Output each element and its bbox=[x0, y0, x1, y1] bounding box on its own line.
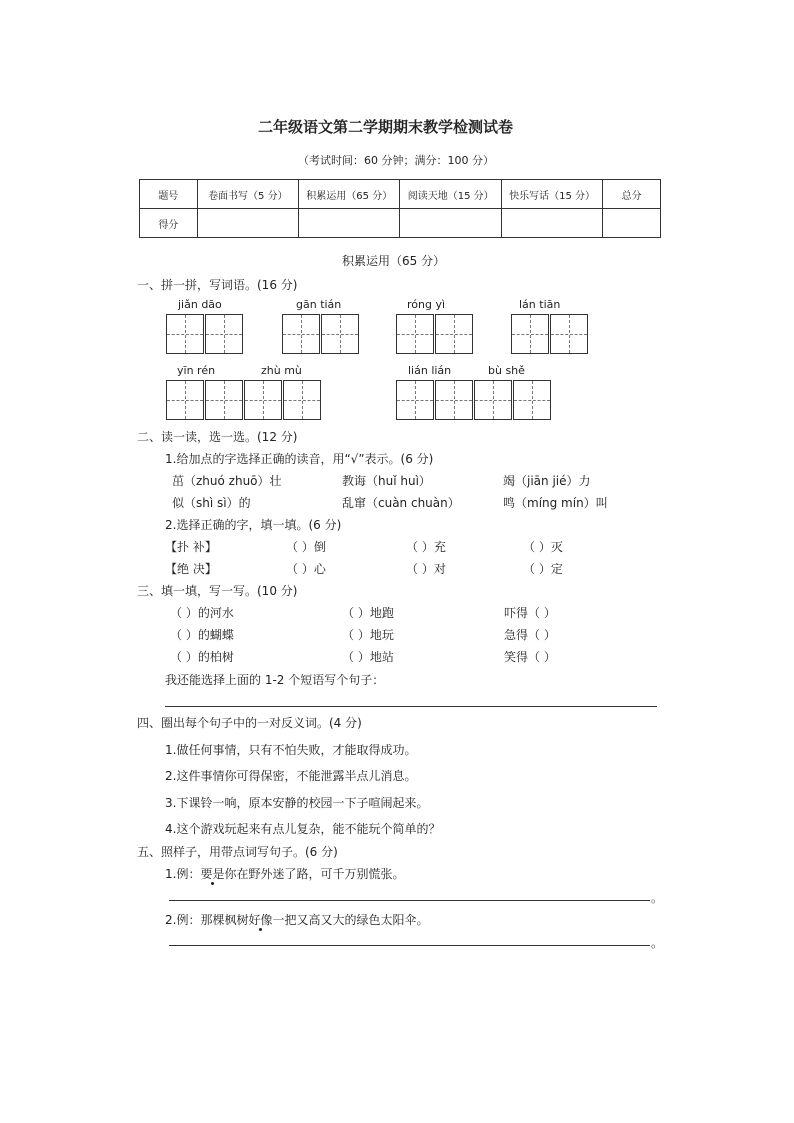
phrase-fill-blank[interactable]: （ ）地站 bbox=[342, 650, 394, 664]
q4-title: 四、圈出每个句子中的一对反义词。(4 分) bbox=[137, 716, 362, 730]
phrase-fill-blank[interactable]: 急得（ ） bbox=[504, 628, 556, 642]
score-header-number: 题号 bbox=[140, 180, 198, 209]
pinyin-label: lán tiān bbox=[519, 298, 561, 311]
writing-box[interactable] bbox=[282, 314, 320, 354]
writing-box[interactable] bbox=[166, 380, 204, 420]
score-cell[interactable] bbox=[501, 209, 602, 238]
phrase-fill-blank[interactable]: 吓得（ ） bbox=[504, 606, 556, 620]
end-period: 。 bbox=[651, 936, 664, 950]
sentence-item: 4.这个游戏玩起来有点儿复杂，能不能玩个简单的？ bbox=[165, 822, 441, 836]
char-choice-group: 【扑 补】 bbox=[165, 540, 217, 554]
writing-box[interactable] bbox=[513, 380, 551, 420]
pinyin-label: jiǎn dāo bbox=[178, 298, 222, 311]
writing-box[interactable] bbox=[205, 380, 243, 420]
example-rest: 一把又高又大的绿色太阳伞。 bbox=[272, 913, 429, 927]
score-table bbox=[139, 179, 661, 238]
char-fill-blank[interactable]: （ ）灭 bbox=[523, 540, 563, 554]
phrase-fill-blank[interactable]: （ ）的蝴蝶 bbox=[170, 628, 234, 642]
phrase-fill-blank[interactable]: 笑得（ ） bbox=[504, 650, 556, 664]
writing-box[interactable] bbox=[511, 314, 549, 354]
char-choice-group: 【绝 决】 bbox=[165, 562, 217, 576]
exam-info: （考试时间：60 分钟；满分：100 分） bbox=[298, 154, 494, 167]
phrase-fill-blank[interactable]: （ ）地跑 bbox=[342, 606, 394, 620]
sentence-item: 2.这件事情你可得保密，不能泄露半点儿消息。 bbox=[165, 769, 417, 783]
writing-box[interactable] bbox=[396, 380, 434, 420]
writing-box[interactable] bbox=[474, 380, 512, 420]
writing-box[interactable] bbox=[321, 314, 359, 354]
page-title: 二年级语文第二学期期末教学检测试卷 bbox=[258, 118, 514, 136]
writing-box[interactable] bbox=[166, 314, 204, 354]
end-period: 。 bbox=[651, 891, 664, 905]
score-cell[interactable] bbox=[197, 209, 298, 238]
score-header-accumulation: 积累运用（65 分） bbox=[299, 180, 400, 209]
answer-line[interactable] bbox=[165, 706, 657, 707]
q2-sub2: 2.选择正确的字，填一填。(6 分) bbox=[165, 518, 342, 532]
char-fill-blank[interactable]: （ ）充 bbox=[406, 540, 446, 554]
char-fill-blank[interactable]: （ ）定 bbox=[523, 562, 563, 576]
q2-title: 二、读一读，选一选。(12 分) bbox=[137, 430, 298, 444]
writing-box[interactable] bbox=[550, 314, 588, 354]
pinyin-label: zhù mù bbox=[261, 364, 302, 377]
q3-title: 三、填一填，写一写。(10 分) bbox=[137, 584, 298, 598]
writing-box[interactable] bbox=[283, 380, 321, 420]
char-fill-blank[interactable]: （ ）倒 bbox=[286, 540, 326, 554]
score-cell[interactable] bbox=[603, 209, 661, 238]
char-fill-blank[interactable]: （ ）对 bbox=[406, 562, 446, 576]
pronunciation-item: 教诲（huǐ huì） bbox=[342, 474, 431, 488]
q2-sub1: 1.给加点的字选择正确的读音，用“√”表示。(6 分) bbox=[165, 452, 434, 466]
dotted-word: 好像 bbox=[248, 913, 273, 927]
example-prefix: 2.例：那棵枫树 bbox=[165, 913, 249, 927]
q3-prompt: 我还能选择上面的 1-2 个短语写个句子： bbox=[165, 673, 385, 687]
pronunciation-item: 鸣（míng mín）叫 bbox=[503, 496, 608, 510]
writing-box[interactable] bbox=[205, 314, 243, 354]
pinyin-label: bù shě bbox=[488, 364, 525, 377]
answer-line[interactable] bbox=[169, 945, 650, 946]
example-prefix: 1.例： bbox=[165, 867, 201, 881]
q1-title: 一、拼一拼，写词语。(16 分) bbox=[137, 278, 298, 292]
dotted-word: 要是 bbox=[200, 867, 225, 881]
score-row-label: 得分 bbox=[140, 209, 198, 238]
pinyin-label: gān tián bbox=[296, 298, 342, 311]
writing-box[interactable] bbox=[435, 380, 473, 420]
writing-box[interactable] bbox=[435, 314, 473, 354]
example-sentence bbox=[165, 911, 428, 928]
pinyin-label: yīn rén bbox=[177, 364, 216, 377]
part-title: 积累运用（65 分） bbox=[342, 254, 446, 268]
pinyin-label: róng yì bbox=[407, 298, 446, 311]
pronunciation-item: 乱窜（cuàn chuàn） bbox=[342, 496, 460, 510]
example-rest: 你在野外迷了路，可千万别慌张。 bbox=[224, 867, 405, 881]
char-fill-blank[interactable]: （ ）心 bbox=[286, 562, 326, 576]
score-cell[interactable] bbox=[299, 209, 400, 238]
writing-box[interactable] bbox=[244, 380, 282, 420]
phrase-fill-blank[interactable]: （ ）的柏树 bbox=[170, 650, 234, 664]
score-header-writing: 卷面书写（5 分） bbox=[197, 180, 298, 209]
example-sentence bbox=[165, 865, 404, 882]
writing-box[interactable] bbox=[396, 314, 434, 354]
q5-title: 五、照样子，用带点词写句子。(6 分) bbox=[137, 845, 338, 859]
score-header-reading: 阅读天地（15 分） bbox=[400, 180, 501, 209]
score-header-writing-happy: 快乐写话（15 分） bbox=[501, 180, 602, 209]
pronunciation-item: 竭（jiān jié）力 bbox=[503, 474, 591, 488]
sentence-item: 1.做任何事情，只有不怕失败，才能取得成功。 bbox=[165, 743, 417, 757]
phrase-fill-blank[interactable]: （ ）地玩 bbox=[342, 628, 394, 642]
answer-line[interactable] bbox=[169, 900, 650, 901]
pronunciation-item: 似（shì sì）的 bbox=[172, 496, 251, 510]
sentence-item: 3.下课铃一响，原本安静的校园一下子喧闹起来。 bbox=[165, 796, 429, 810]
score-cell[interactable] bbox=[400, 209, 501, 238]
phrase-fill-blank[interactable]: （ ）的河水 bbox=[170, 606, 234, 620]
score-header-total: 总分 bbox=[603, 180, 661, 209]
pronunciation-item: 茁（zhuó zhuō）壮 bbox=[172, 474, 282, 488]
pinyin-label: lián lián bbox=[408, 364, 452, 377]
